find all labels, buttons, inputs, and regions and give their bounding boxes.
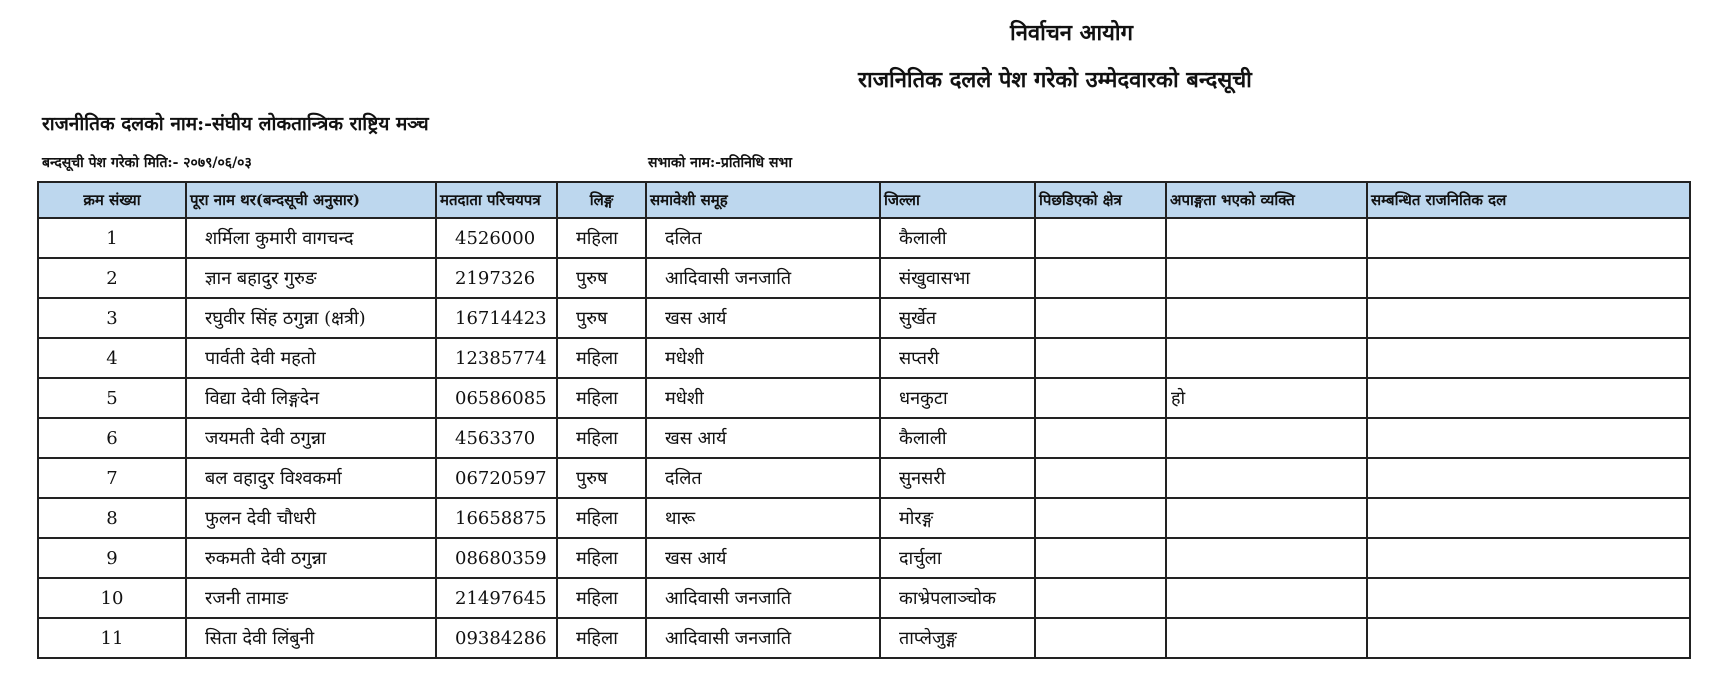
cell-sn: 8 (38, 498, 186, 538)
cell-gender: महिला (557, 418, 646, 458)
col-header-disabled: अपाङ्गता भएको व्यक्ति (1166, 182, 1367, 218)
cell-gender: पुरुष (557, 298, 646, 338)
col-header-voter-id: मतदाता परिचयपत्र (436, 182, 557, 218)
cell-backward-area (1035, 498, 1166, 538)
cell-group: खस आर्य (646, 298, 880, 338)
col-header-name: पूरा नाम थर(बन्दसूची अनुसार) (186, 182, 436, 218)
table-body (38, 218, 1690, 658)
table-row (38, 458, 1690, 498)
cell-district: दार्चुला (880, 538, 1035, 578)
cell-related-party (1367, 298, 1690, 338)
cell-backward-area (1035, 378, 1166, 418)
cell-name: पार्वती देवी महतो (186, 338, 436, 378)
cell-gender: पुरुष (557, 258, 646, 298)
table-row (38, 418, 1690, 458)
party-name: राजनीतिक दलको नाम:-संघीय लोकतान्त्रिक राष्ट्रिय मञ्च (42, 113, 429, 135)
cell-gender: महिला (557, 618, 646, 658)
cell-district: ताप्लेजुङ्ग (880, 618, 1035, 658)
cell-group: थारू (646, 498, 880, 538)
cell-gender: महिला (557, 378, 646, 418)
cell-gender: महिला (557, 538, 646, 578)
cell-related-party (1367, 378, 1690, 418)
table-row (38, 218, 1690, 258)
cell-group: मधेशी (646, 338, 880, 378)
cell-district: संखुवासभा (880, 258, 1035, 298)
col-header-sn: क्रम संख्या (38, 182, 186, 218)
cell-group: आदिवासी जनजाति (646, 578, 880, 618)
cell-district: काभ्रेपलाञ्चोक (880, 578, 1035, 618)
cell-related-party (1367, 618, 1690, 658)
cell-voter-id: 09384286 (436, 618, 557, 658)
cell-sn: 1 (38, 218, 186, 258)
cell-gender: महिला (557, 498, 646, 538)
cell-backward-area (1035, 538, 1166, 578)
cell-related-party (1367, 538, 1690, 578)
cell-disabled (1166, 458, 1367, 498)
cell-district: सप्तरी (880, 338, 1035, 378)
cell-group: आदिवासी जनजाति (646, 618, 880, 658)
cell-group: खस आर्य (646, 418, 880, 458)
cell-voter-id: 06720597 (436, 458, 557, 498)
cell-district: मोरङ्ग (880, 498, 1035, 538)
col-header-related-party: सम्बन्धित राजनितिक दल (1367, 182, 1690, 218)
cell-name: बल वहादुर विश्वकर्मा (186, 458, 436, 498)
cell-voter-id: 21497645 (436, 578, 557, 618)
cell-disabled (1166, 298, 1367, 338)
cell-district: कैलाली (880, 418, 1035, 458)
cell-related-party (1367, 458, 1690, 498)
cell-backward-area (1035, 258, 1166, 298)
table-row (38, 298, 1690, 338)
cell-name: सिता देवी लिंबुनी (186, 618, 436, 658)
cell-disabled (1166, 618, 1367, 658)
cell-related-party (1367, 498, 1690, 538)
cell-gender: महिला (557, 578, 646, 618)
cell-related-party (1367, 418, 1690, 458)
cell-sn: 5 (38, 378, 186, 418)
cell-related-party (1367, 578, 1690, 618)
cell-district: सुर्खेत (880, 298, 1035, 338)
cell-gender: पुरुष (557, 458, 646, 498)
cell-backward-area (1035, 338, 1166, 378)
document-title: राजनितिक दलले पेश गरेको उम्मेदवारको बन्दसूची (858, 67, 1252, 93)
col-header-district: जिल्ला (880, 182, 1035, 218)
cell-group: दलित (646, 458, 880, 498)
cell-group: आदिवासी जनजाति (646, 258, 880, 298)
cell-backward-area (1035, 218, 1166, 258)
cell-gender: महिला (557, 218, 646, 258)
cell-group: दलित (646, 218, 880, 258)
table-row (38, 498, 1690, 538)
cell-voter-id: 16658875 (436, 498, 557, 538)
cell-sn: 11 (38, 618, 186, 658)
cell-name: रघुवीर सिंह ठगुन्ना (क्षत्री) (186, 298, 436, 338)
cell-disabled (1166, 218, 1367, 258)
cell-sn: 10 (38, 578, 186, 618)
table-row (38, 538, 1690, 578)
table-row (38, 578, 1690, 618)
cell-related-party (1367, 258, 1690, 298)
cell-district: धनकुटा (880, 378, 1035, 418)
cell-disabled (1166, 418, 1367, 458)
cell-voter-id: 4526000 (436, 218, 557, 258)
cell-sn: 9 (38, 538, 186, 578)
cell-voter-id: 06586085 (436, 378, 557, 418)
cell-backward-area (1035, 298, 1166, 338)
cell-group: खस आर्य (646, 538, 880, 578)
cell-voter-id: 08680359 (436, 538, 557, 578)
table-row (38, 378, 1690, 418)
cell-name: ज्ञान बहादुर गुरुङ (186, 258, 436, 298)
cell-voter-id: 12385774 (436, 338, 557, 378)
cell-voter-id: 16714423 (436, 298, 557, 338)
cell-sn: 6 (38, 418, 186, 458)
cell-voter-id: 4563370 (436, 418, 557, 458)
cell-disabled (1166, 578, 1367, 618)
cell-gender: महिला (557, 338, 646, 378)
cell-disabled (1166, 338, 1367, 378)
col-header-group: समावेशी समूह (646, 182, 880, 218)
cell-disabled (1166, 258, 1367, 298)
candidate-table (37, 181, 1691, 659)
assembly-name: सभाको नाम:-प्रतिनिधि सभा (648, 155, 792, 171)
cell-related-party (1367, 218, 1690, 258)
cell-disabled (1166, 538, 1367, 578)
cell-backward-area (1035, 618, 1166, 658)
cell-sn: 4 (38, 338, 186, 378)
commission-title: निर्वाचन आयोग (1010, 20, 1134, 46)
cell-related-party (1367, 338, 1690, 378)
cell-name: जयमती देवी ठगुन्ना (186, 418, 436, 458)
col-header-gender: लिङ्ग (557, 182, 646, 218)
table-row (38, 258, 1690, 298)
table-row (38, 338, 1690, 378)
cell-name: फुलन देवी चौधरी (186, 498, 436, 538)
cell-disabled (1166, 498, 1367, 538)
cell-sn: 3 (38, 298, 186, 338)
submission-date: बन्दसूची पेश गरेको मिति:- २०७९/०६/०३ (42, 155, 252, 171)
cell-name: विद्या देवी लिङ्गदेन (186, 378, 436, 418)
table-header-row (38, 182, 1690, 218)
cell-name: रजनी तामाङ (186, 578, 436, 618)
cell-name: शर्मिला कुमारी वागचन्द (186, 218, 436, 258)
cell-backward-area (1035, 458, 1166, 498)
col-header-backward-area: पिछडिएको क्षेत्र (1035, 182, 1166, 218)
cell-voter-id: 2197326 (436, 258, 557, 298)
cell-district: सुनसरी (880, 458, 1035, 498)
cell-name: रुकमती देवी ठगुन्ना (186, 538, 436, 578)
cell-backward-area (1035, 578, 1166, 618)
cell-district: कैलाली (880, 218, 1035, 258)
cell-sn: 2 (38, 258, 186, 298)
cell-backward-area (1035, 418, 1166, 458)
cell-disabled: हो (1166, 378, 1367, 418)
table-row (38, 618, 1690, 658)
cell-sn: 7 (38, 458, 186, 498)
cell-group: मधेशी (646, 378, 880, 418)
